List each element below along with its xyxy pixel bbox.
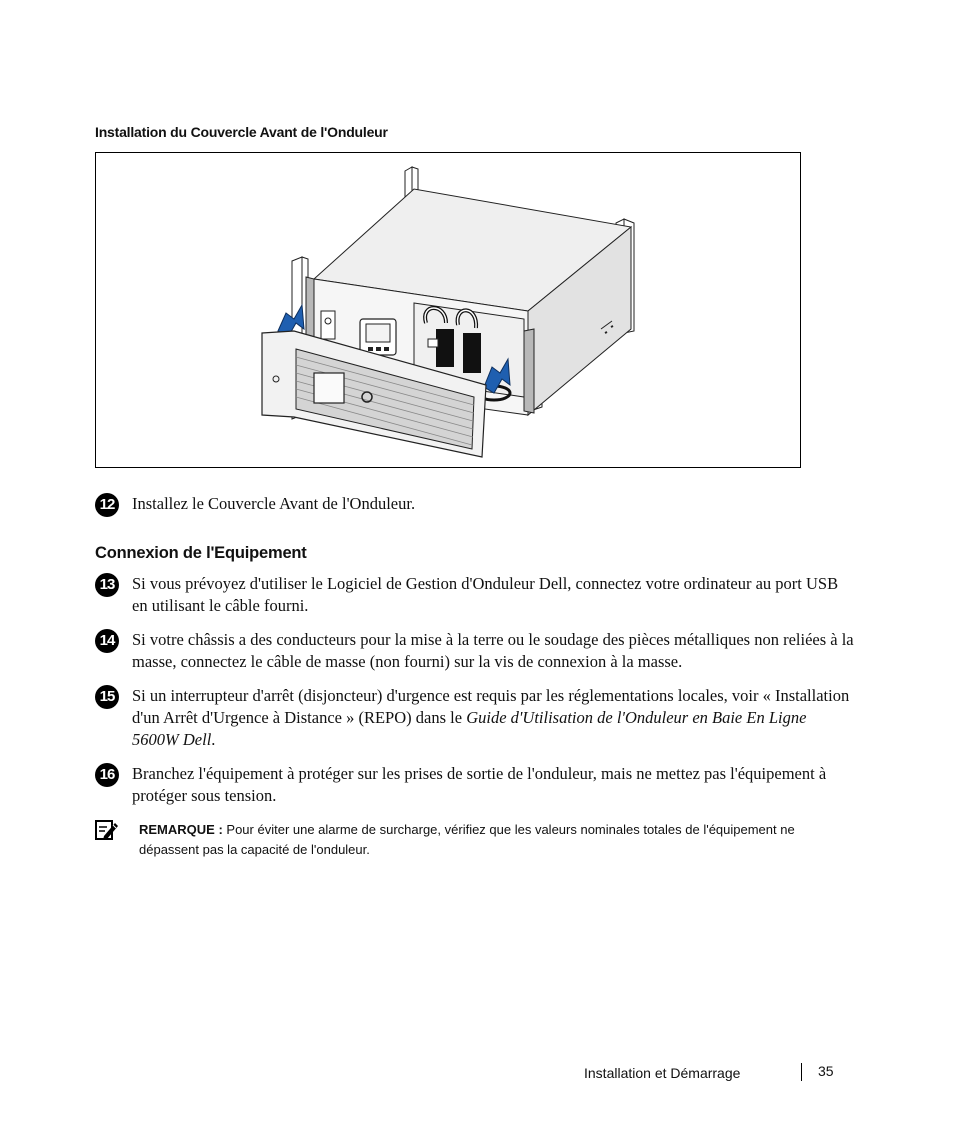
step-text: Si votre châssis a des conducteurs pour la mise à la terre ou le soudage des pièces métalliques non reliées à la masse, connectez le câble de masse (non fourni) sur la vis de connexion à la masse.	[132, 630, 854, 671]
step-text-main: Si un interrupteur d'arrêt (disjoncteur) d'urgence est requis par les réglementations locales, voir « Installation d'un Arrêt d'Urgence à Distance » (REPO) dans le	[132, 686, 850, 727]
note-label: REMARQUE :	[139, 822, 223, 837]
ups-front-cover-illustration	[95, 152, 801, 468]
guide-title: Guide d'Utilisation de l'Onduleur en Baie En Ligne 5600W Dell	[132, 708, 807, 749]
right-mount-bracket	[524, 329, 534, 413]
step-text	[132, 685, 854, 751]
bezel-lcd-window	[314, 373, 344, 403]
step-text: Installez le Couvercle Avant de l'Onduleur.	[132, 494, 416, 513]
footer-section-title: Installation et Démarrage	[584, 1065, 741, 1081]
step-number-badge: 16	[95, 763, 119, 787]
step-text: Branchez l'équipement à protéger sur les prises de sortie de l'onduleur, mais ne mettez pas l'équipement à protéger sous tension.	[132, 764, 827, 805]
step-text: Si vous prévoyez d'utiliser le Logiciel de Gestion d'Onduleur Dell, connectez votre ordinateur au port USB en utilisant le câble fourni.	[132, 574, 839, 615]
step-number-badge: 12	[95, 493, 119, 517]
step-number-badge: 13	[95, 573, 119, 597]
usb-panel	[321, 311, 335, 339]
ups-illustration-svg	[96, 153, 801, 468]
step-text-end: .	[211, 730, 216, 749]
note-text	[139, 820, 855, 860]
step-number-badge: 14	[95, 629, 119, 653]
power-plug-2	[463, 333, 481, 373]
step-number-badge: 15	[95, 685, 119, 709]
pencil-note-icon	[95, 819, 119, 841]
power-plug-1	[436, 329, 454, 367]
page-number: 35	[818, 1063, 834, 1079]
lcd-screen	[366, 324, 390, 342]
footer-divider	[801, 1063, 802, 1081]
section-heading: Connexion de l'Equipement	[95, 544, 307, 562]
note-body: Pour éviter une alarme de surcharge, vérifiez que les valeurs nominales totales de l'équipement ne dépassent pas la capacité de l'onduleur.	[139, 822, 795, 857]
figure-caption: Installation du Couvercle Avant de l'Onduleur	[95, 124, 388, 140]
